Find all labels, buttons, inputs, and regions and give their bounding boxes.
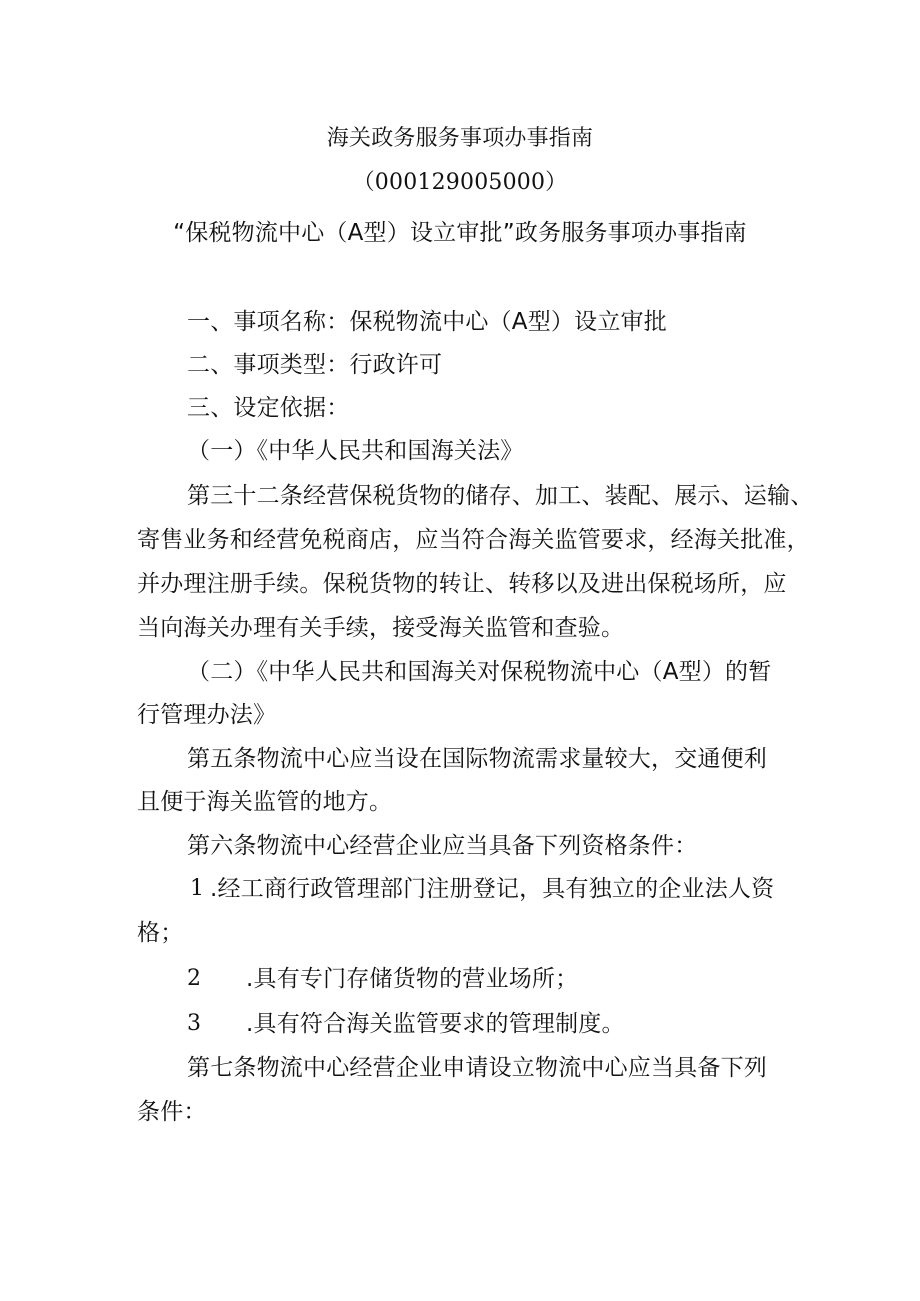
article7-line-1: 第七条物流中心经营企业申请设立物流中心应当具备下列: [187, 1055, 767, 1081]
condition-1-number: 1: [190, 876, 204, 901]
article5-line-2: 且便于海关监管的地方。: [137, 789, 393, 815]
basis-heading: 三、设定依据：: [187, 395, 350, 421]
item-type-line: 二、事项类型：行政许可: [187, 352, 443, 378]
condition-2-number: 2: [187, 966, 201, 991]
document-subtitle: “保税物流中心（A型）设立审批”政务服务事项办事指南: [173, 220, 747, 246]
law1-paragraph-line-3: 并办理注册手续。保税货物的转让、转移以及进出保税场所，应: [137, 571, 787, 597]
law1-paragraph-line-1: 第三十二条经营保税货物的储存、加工、装配、展示、运输、: [187, 483, 814, 509]
article7-line-2: 条件：: [137, 1099, 207, 1125]
condition-2-text: .具有专门存储货物的营业场所；: [246, 966, 579, 992]
condition-3-number: 3: [187, 1011, 201, 1036]
document-title: 海关政务服务事项办事指南: [326, 126, 594, 151]
condition-1-line-2: 格；: [137, 920, 184, 946]
law1-paragraph-line-4: 当向海关办理有关手续，接受海关监管和查验。: [137, 615, 625, 641]
article5-line-1: 第五条物流中心应当设在国际物流需求量较大，交通便利: [187, 746, 767, 772]
article6-line: 第六条物流中心经营企业应当具备下列资格条件：: [187, 833, 698, 859]
law2-heading-line-2: 行管理办法》: [137, 702, 277, 728]
law1-heading: （一）《中华人民共和国海关法》: [187, 438, 524, 464]
condition-1-line-1: .经工商行政管理部门注册登记，具有独立的企业法人资: [210, 876, 775, 902]
condition-3-text: .具有符合海关监管要求的管理制度。: [246, 1011, 625, 1037]
item-name-line: 一、事项名称：保税物流中心（A型）设立审批: [187, 309, 667, 335]
law2-heading-line-1: （二）《中华人民共和国海关对保税物流中心（A型）的暂: [187, 659, 772, 685]
law1-paragraph-line-2: 寄售业务和经营免税商店，应当符合海关监管要求，经海关批准，: [137, 527, 810, 553]
document-code: （000129005000）: [352, 170, 568, 195]
